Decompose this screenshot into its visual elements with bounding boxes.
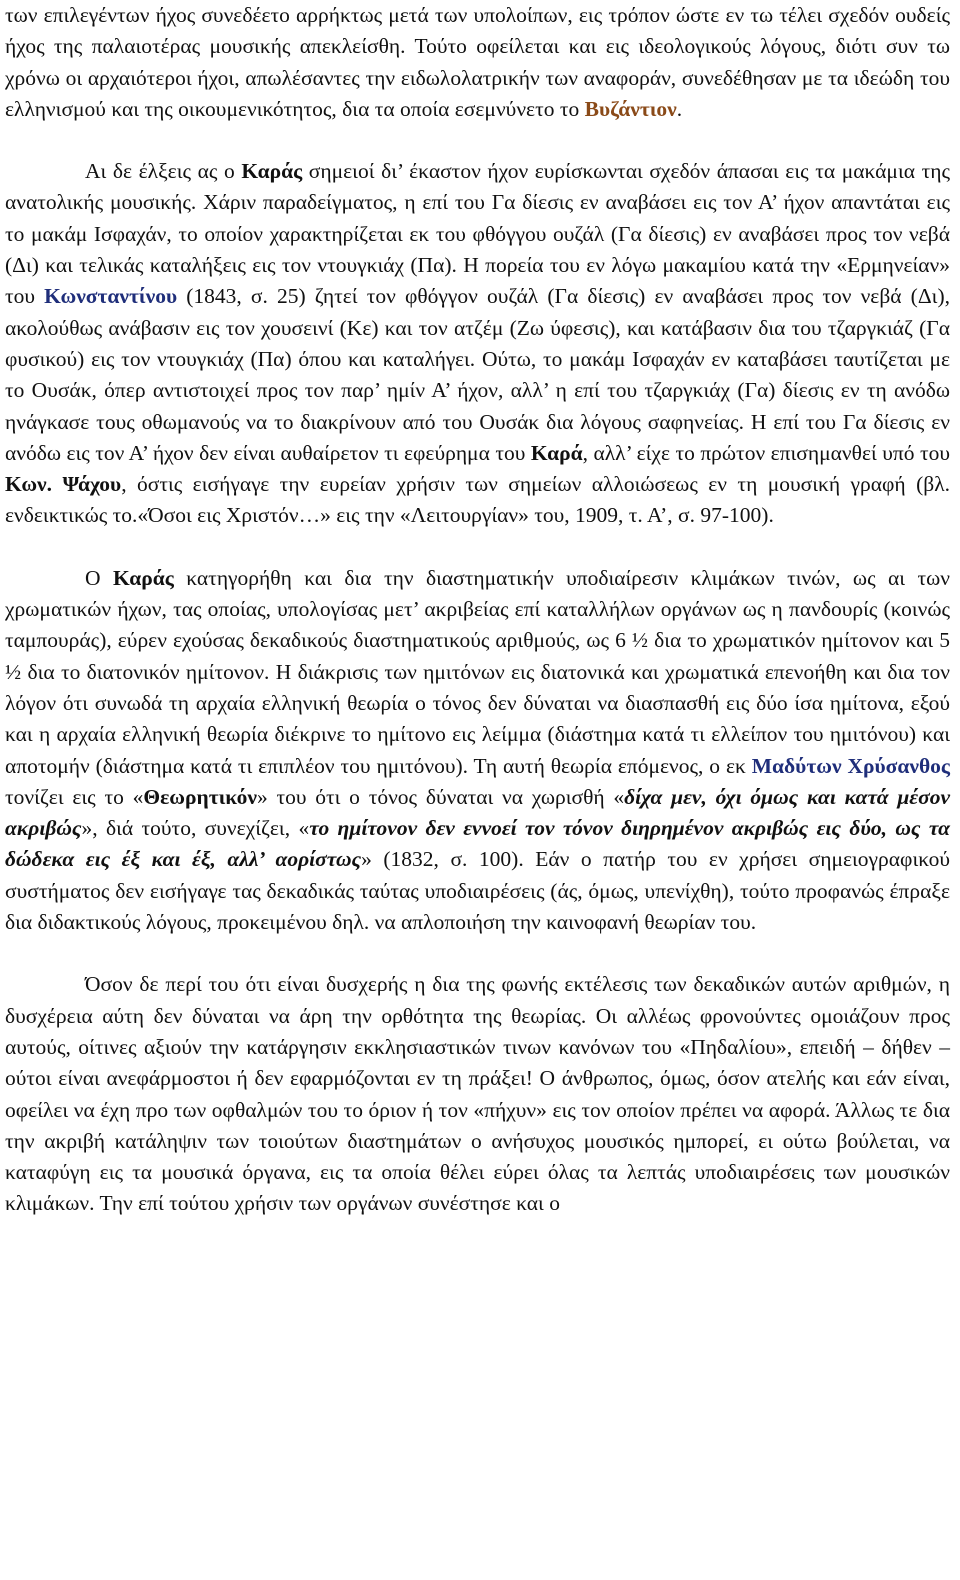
bold-italic-quote: το ημίτονον δεν εννοεί τον τόνον διηρημένον ακριβώς εις δύο, ως τα δώδεκα εις έξ και έξ, αλλ’ αορίστως	[5, 816, 950, 872]
text-run: » του ότι ο τόνος δύναται να χωρισθή «	[256, 784, 625, 809]
bold-italic-quote: δίχα μεν, όχι όμως και κατά μέσον ακριβώς	[5, 784, 951, 841]
highlight-konstantinos: Κωνσταντίνου	[44, 284, 178, 309]
text-run: κατηγορήθη και δια την διαστηματικήν υποδιαίρεσιν κλιμάκων τινών, ως αι των χρωματικών ήχων, τας οποίας, υπολογίσας μετ’ ακριβείας επί καταλλήλων οργάνων ως η πανδουρίς (κοινώς ταμπουράς), εύρεν εχούσας δεκαδικούς διαστηματικούς αριθμούς, ως 6 ½ δια το χρωματικόν ημίτονον και 5 ½ δια το διατονικόν ημίτονον. Η διάκρισις των ημιτόνων εις διατονικά και χρωματικά επενοήθη και δια τον λόγον ότι συνωδά τη αρχαία ελληνική θεωρία ο τόνος δεν δύναται να διασπασθή εις δύο ίσα ημίτονα, εξού και η αρχαία ελληνική θεωρία διέκρινε το ημίτονο εις λείμμα (διάστημα κατά τι ελλείπον του ημιτόνου) και αποτομήν (διάστημα κατά τι επιπλέον του ημιτόνου). Τη αυτή θεωρία επόμενος, ο εκ	[5, 565, 950, 778]
text-run: Αι δε έλξεις ας ο	[85, 159, 242, 184]
text-run: τονίζει εις το «	[5, 784, 144, 809]
paragraph-3	[5, 563, 950, 939]
bold-psachou: Ψάχου	[62, 472, 122, 497]
text-run: σημειοί δι’ έκαστον ήχον ευρίσκωνται σχεδόν άπασαι εις τα μακάμια της ανατολικής μουσικής. Χάριν παραδείγματος, η επί του Γα δίεσις εν αναβάσει εις τον Α’ ήχον απαντάται εις το μακάμ Ισφαχάν, το οποίον χαρακτηρίζεται εκ του φθόγγου ουζάλ (Γα δίεσις) εν αναβάσει προς τον νεβά (Δι) και τελικάς καταλήξεις εις τον ντουγκιάχ (Πα). Η πορεία του εν λόγω μακαμίου κατά την «Ερμηνείαν» του	[5, 159, 950, 309]
text-run: Ο	[85, 565, 113, 590]
bold-karas: Καράς	[241, 159, 303, 184]
text-run: .	[676, 96, 683, 121]
text-run: » (1832, σ. 100). Εάν ο πατήρ του εν χρήσει σημειογραφικού συστήματος δεν εισήγαγε τας δεκαδικάς ταύτας υποδιαιρέσεις (άς, όμως, υπενίχθη), τούτο προφανώς έπραξε δια διδακτικούς λόγους, προκειμένου δηλ. να απλοποιήση την καινοφανή θεωρίαν του.	[5, 847, 950, 935]
bold-karas: Καράς	[112, 565, 174, 590]
document-page	[5, 0, 950, 1220]
bold-theoretikon: Θεωρητικόν	[143, 784, 257, 809]
paragraph-2	[5, 156, 950, 532]
paragraph-4	[5, 969, 950, 1219]
text-run: », διά τούτο, συνεχίζει, «	[81, 816, 310, 841]
bold-kon: Κων.	[5, 472, 53, 497]
text-run: Όσον δε περί του ότι είναι δυσχερής η δια της φωνής εκτέλεσις των δεκαδικών αυτών αριθμών, η δυσχέρεια αύτη δεν δύναται να άρη την ορθότητα της θεωρίας. Οι αλλέως φρονούντες ομοιάζουν προς αυτούς, οίτινες αξιούν την κατάργησιν εκκλησιαστικών τινων κανόνων του «Πηδαλίου», επειδή – δήθεν – ούτοι είναι ανεφάρμοστοι ή δεν εφαρμόζονται εν τη πράξει! Ο άνθρωπος, όμως, όσον ατελής και εάν είναι, οφείλει να έχη προ των οφθαλμών του το όριον ή τον «πήχυν» εις τον οποίον πρέπει να αφορά. Άλλως τε δια την ακριβή κατάληψιν των τοιούτων διαστημάτων ο ανήσυχος μουσικός ημπορεί, ει ούτω βούλεται, να καταφύγη εις τα μουσικά όργανα, εις τα οποία θέλει εύρει όλας τα λεπτάς υποδιαιρέσεις των μουσικών κλιμάκων. Την επί τούτου χρήσιν των οργάνων συνέστησε και ο	[5, 972, 950, 1216]
text-run: , αλλ’ είχε το πρώτον επισημανθεί υπό του	[582, 440, 950, 465]
text-run: των επιλεγέντων ήχος συνεδέετο αρρήκτως μετά των υπολοίπων, εις τρόπον ώστε εν τω τέλει σχεδόν ουδείς ήχος της παλαιοτέρας μουσικής απεκλείσθη. Τούτο οφείλεται και εις ιδεολογικούς λόγους, διότι συν τω χρόνω οι αρχαιότεροι ήχοι, απωλέσαντες την ειδωλολατρικήν των αναφοράν, συνεδέθησαν με τα ιδεώδη του ελληνισμού και της οικουμενικότητος, δια τα οποία εσεμνύνετο το	[5, 3, 950, 121]
highlight-byzantion: Βυζάντιον	[584, 96, 677, 121]
text-run: (1843, σ. 25) ζητεί τον φθόγγον ουζάλ (Γα δίεσις) εν αναβάσει προς τον νεβά (Δι), ακολούθως ανάβασιν εις τον χουσεινί (Κε) και τον ατζέμ (Ζω ύφεσις), και κατάβασιν δια του τζαργκιάζ (Γα φυσικού) εις τον ντουγκιάχ (Πα) όπου και καταλήγει. Ούτω, το μακάμ Ισφαχάν εν καταβάσει ταυτίζεται με το Ουσάκ, όπερ αντιστοιχεί προς τον παρ’ ημίν Α’ ήχον, αλλ’ η επί του τζαργκιάχ (Γα) δίεσις εν τη ανόδω ηνάγκασε τους οθωμανούς να το διακρίνουν από του Ουσάκ δια λόγους σαφηνείας. Η επί του Γα δίεσις εν ανόδω εις τον Α’ ήχον δεν είναι αυθαίρετον τι εφεύρημα του	[5, 284, 950, 465]
bold-kara: Καρά	[530, 440, 583, 465]
paragraph-1	[5, 0, 950, 125]
text-run	[52, 472, 62, 496]
highlight-chrysanthos: Μαδύτων Χρύσανθος	[751, 753, 950, 778]
text-run: , όστις εισήγαγε την ευρείαν χρήσιν των σημείων αλλοιώσεως εν τη μουσική γραφή (βλ. ενδεικτικώς το.«Όσοι εις Χριστόν…» εις την «Λειτουργίαν» του, 1909, τ. Α’, σ. 97-100).	[5, 472, 950, 528]
